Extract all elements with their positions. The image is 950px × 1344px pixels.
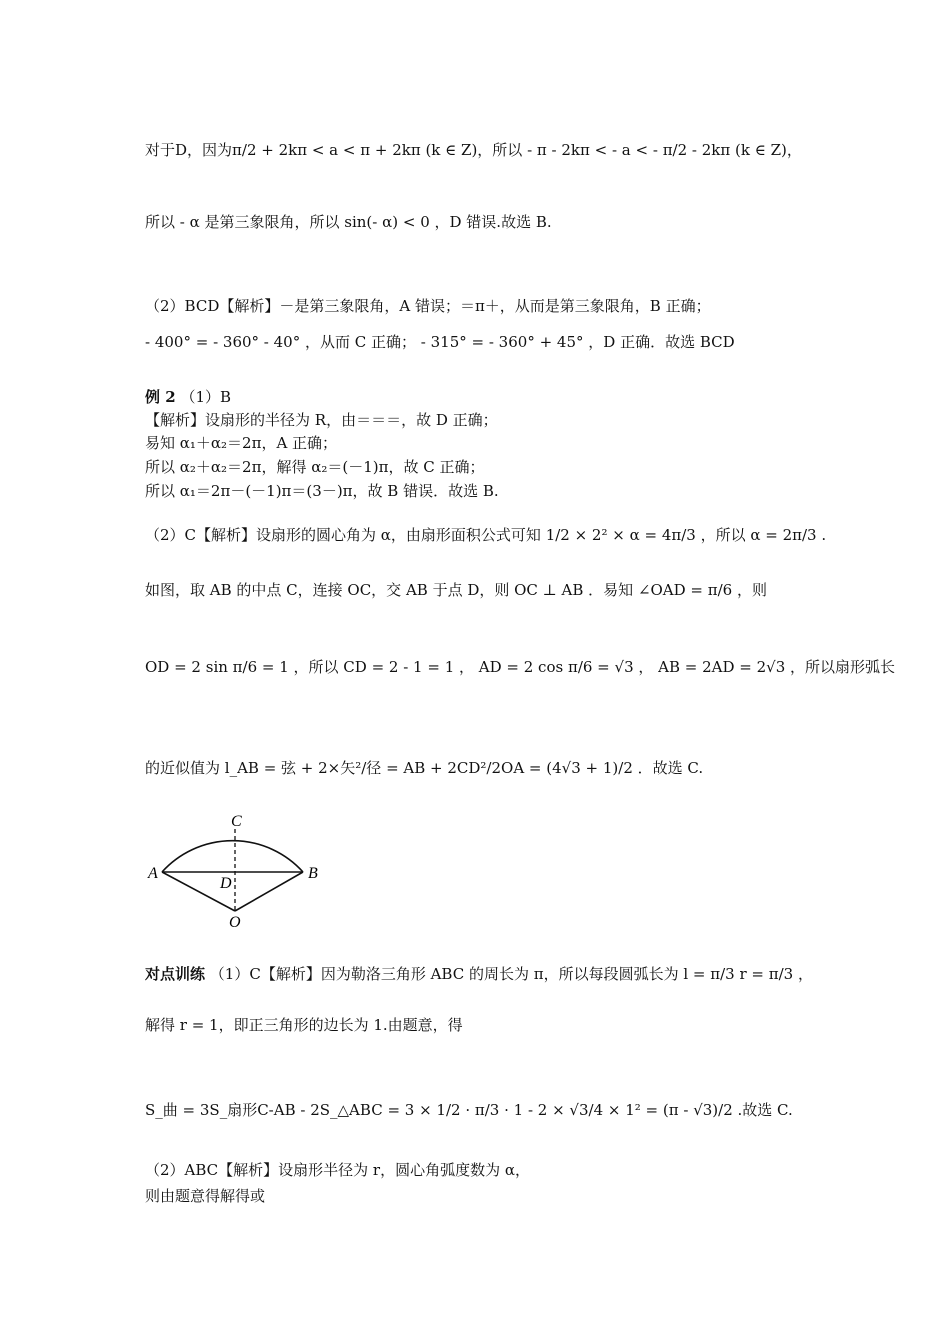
line-16	[145, 1100, 793, 1120]
line-2	[145, 212, 552, 232]
text-l17: （2）ABC【解析】设扇形半径为 r，圆心角弧度数为 α，	[145, 1161, 530, 1179]
arc-ACB	[162, 841, 303, 872]
radius-OB	[235, 872, 303, 911]
label-A: A	[148, 865, 158, 882]
text-l14: （1）C【解析】因为勒洛三角形 ABC 的周长为 π，所以每段圆弧长为 l = π/3 r = π/3 ，	[209, 965, 813, 983]
text-l15: 解得 r = 1，即正三角形的边长为 1.由题意，得	[145, 1016, 463, 1034]
example-2-label: 例 2	[145, 388, 176, 406]
label-B: B	[308, 865, 318, 882]
text-l7: 易知 α₁＋α₂＝2π，A 正确；	[145, 434, 338, 452]
text-l11: 如图，取 AB 的中点 C，连接 OC，交 AB 于点 D，则 OC ⊥ AB ．易知 ∠OAD = π/6 ，则	[145, 581, 767, 599]
line-18	[145, 1186, 265, 1206]
text-l8: 所以 α₂＋α₂＝2π，解得 α₂＝(－1)π，故 C 正确；	[145, 458, 485, 476]
line-12	[145, 657, 895, 677]
text-l1: 对于D，因为π/2 + 2kπ < a < π + 2kπ (k ∈ Z)，所以 - π - 2kπ < - a < - π/2 - 2kπ (k ∈ Z)，	[145, 141, 802, 159]
line-10	[145, 525, 826, 545]
line-11	[145, 580, 767, 600]
line-7	[145, 433, 337, 453]
sector-figure	[140, 808, 340, 933]
line-6	[145, 410, 498, 430]
example-2-heading	[145, 387, 231, 407]
label-O: O	[229, 914, 241, 931]
line-17	[145, 1160, 530, 1180]
line-1	[145, 140, 802, 160]
text-l6: 【解析】设扇形的半径为 R，由＝＝＝，故 D 正确；	[145, 411, 498, 429]
example-2-answer: （1）B	[180, 388, 232, 406]
text-l10: （2）C【解析】设扇形的圆心角为 α，由扇形面积公式可知 1/2 × 2² × α = 4π/3 ，所以 α = 2π/3 .	[145, 526, 827, 544]
drill-heading: 对点训练	[145, 965, 206, 983]
text-l2: 所以 - α 是第三象限角，所以 sin(- α) < 0 ，D 错误.故选 B.	[145, 213, 552, 231]
text-l16: S_曲 = 3S_扇形C-AB - 2S_△ABC = 3 × 1/2 · π/3 · 1 - 2 × √3/4 × 1² = (π - √3)/2 .故选 C.	[145, 1101, 793, 1119]
line-13	[145, 758, 703, 778]
text-l13: 的近似值为 l_AB = 弦 + 2×矢²/径 = AB + 2CD²/2OA = (4√3 + 1)/2 ．故选 C.	[145, 759, 704, 777]
label-D: D	[220, 875, 232, 892]
line-9	[145, 481, 499, 501]
text-l12: OD = 2 sin π/6 = 1 ，所以 CD = 2 - 1 = 1 ， AD = 2 cos π/6 = √3 ， AB = 2AD = 2√3 ，所以扇形弧长	[145, 658, 896, 676]
text-l9: 所以 α₁＝2π－(－1)π＝(3－)π，故 B 错误．故选 B.	[145, 482, 499, 500]
label-C: C	[231, 813, 242, 830]
line-8	[145, 457, 485, 477]
text-l18: 则由题意得解得或	[145, 1187, 266, 1205]
text-l3: （2）BCD【解析】－是第三象限角，A 错误；＝π＋，从而是第三象限角，B 正确；	[145, 297, 711, 315]
line-4	[145, 332, 735, 352]
line-15	[145, 1015, 463, 1035]
text-l4: - 400° = - 360° - 40° ，从而 C 正确； - 315° = - 360° + 45° ，D 正确．故选 BCD	[145, 333, 735, 351]
line-14	[145, 964, 813, 984]
line-3	[145, 296, 711, 316]
